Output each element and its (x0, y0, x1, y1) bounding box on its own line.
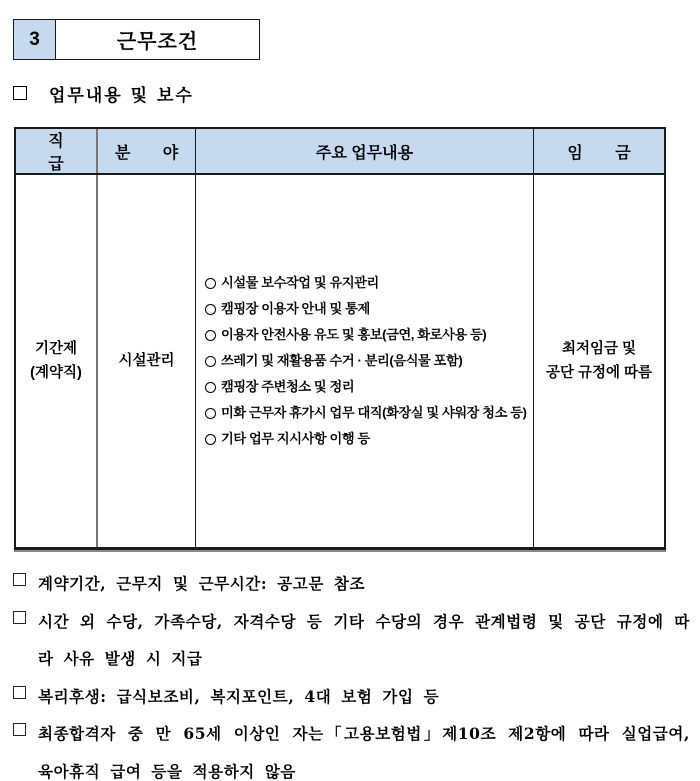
note-item: 시간 외 수당, 가족수당, 자격수당 등 기타 수당의 경우 관계법령 및 공단 규정에 따라 사유 발생 시 지급 (13, 603, 693, 678)
duty-item: 이용자 안전사용 유도 및 홍보(금연, 화로사용 등) (205, 322, 527, 348)
header-duties: 주요 업무내용 (196, 129, 534, 173)
circle-bullet-icon (205, 304, 216, 315)
table-header-row (16, 129, 664, 175)
grade-line-2: (계약직) (30, 365, 82, 381)
header-grade: 직 급 (16, 129, 98, 173)
section-number: 3 (14, 20, 56, 59)
circle-bullet-icon (205, 434, 216, 445)
field-cell: 시설관리 (98, 175, 196, 547)
circle-bullet-icon (205, 408, 216, 419)
duty-item: 캠핑장 주변청소 및 정리 (205, 374, 527, 400)
circle-bullet-icon (205, 278, 216, 289)
section-title: 근무조건 (116, 31, 199, 53)
circle-bullet-icon (205, 382, 216, 393)
note-item: 복리후생: 급식보조비, 복지포인트, 4대 보험 가입 등 (13, 678, 693, 716)
grade-cell (16, 175, 98, 547)
square-bullet-icon (13, 723, 26, 736)
duty-item: 캠핑장 이용자 안내 및 통제 (205, 296, 527, 322)
square-bullet-icon (13, 686, 26, 699)
header-wage: 임 금 (567, 144, 645, 162)
duties-cell (196, 175, 534, 547)
duty-item: 쓰레기 및 재활용품 수거 · 분리(음식물 포함) (205, 348, 527, 374)
duty-table (14, 127, 666, 550)
notes-list (13, 565, 693, 781)
note-item: 최종합격자 중 만 65세 이상인 자는「고용보험법」제10조 제2항에 따라 실업급여, 육아휴직 급여 등을 적용하지 않음 (13, 715, 693, 781)
square-bullet-icon (13, 573, 26, 586)
subheading (13, 80, 194, 106)
duty-item: 기타 업무 지시사항 이행 등 (205, 426, 527, 452)
wage-line-1: 최저임금 및 (561, 341, 637, 357)
square-bullet-icon (13, 611, 26, 624)
wage-line-2: 공단 규정에 따름 (545, 365, 653, 381)
duties-list (205, 270, 527, 452)
table-row (16, 175, 664, 547)
square-bullet-icon (13, 86, 27, 100)
circle-bullet-icon (205, 330, 216, 341)
note-item: 계약기간, 근무지 및 근무시간: 공고문 참조 (13, 565, 693, 603)
circle-bullet-icon (205, 356, 216, 367)
grade-line-1: 기간제 (34, 341, 78, 357)
section-header (13, 19, 260, 60)
duty-item: 시설물 보수작업 및 유지관리 (205, 270, 527, 296)
wage-cell (534, 175, 664, 547)
header-field: 분 야 (98, 129, 196, 173)
subheading-label: 업무내용 및 보수 (49, 85, 194, 106)
duty-item: 미화 근무자 휴가시 업무 대직(화장실 및 샤워장 청소 등) (205, 400, 527, 426)
